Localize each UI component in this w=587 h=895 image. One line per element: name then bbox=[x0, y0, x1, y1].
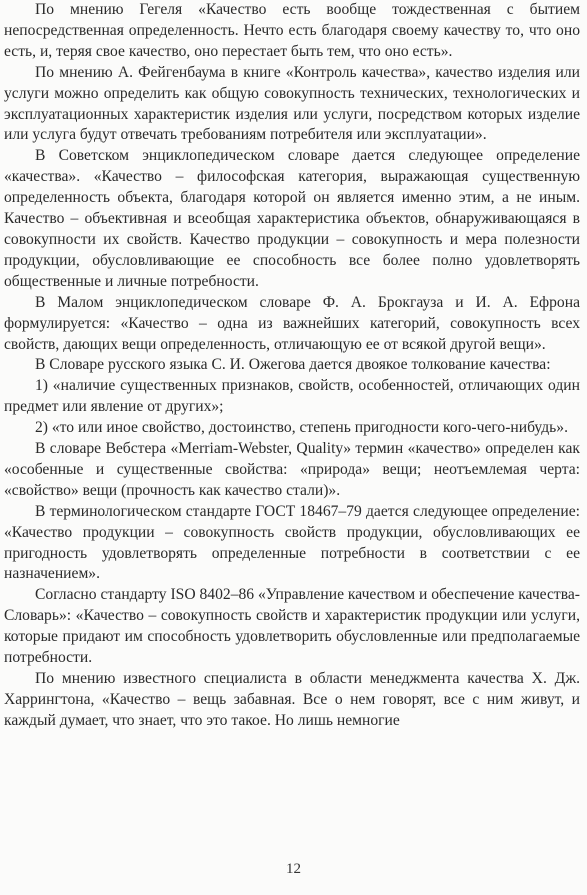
paragraph-ozhegov-item-1: 1) «наличие существенных признаков, свойств, особенностей, отличающих один предмет или явление от других»; bbox=[4, 377, 580, 416]
paragraph-ozhegov-item-2: 2) «то или иное свойство, достоинство, степень пригодности кого-чего-нибудь». bbox=[35, 419, 568, 437]
page-number: 12 bbox=[286, 861, 301, 877]
paragraph-soviet-encyclopedia: В Советском энциклопедическом словаре дается следующее определение «качества». «Качество – философская категория, выражающая существенную определенность объекта, благодаря которой он является именно этим, а не иным. Качество – объективная и всеобщая характеристика объектов, обнаруживающаяся в совокупности их свойств. Качество продукции – совокупность и мера полезности продукции, обусловливающие ее способность все более полно удовлетворять общественные и личные потребности. bbox=[4, 147, 580, 290]
paragraph-gost-definition: В терминологическом стандарте ГОСТ 18467–79 дается следующее определение: «Качество продукции – совокупность свойств продукции, обусловливающих ее пригодность удовлетворять определенные потребности в соответствии с ее назначением». bbox=[4, 502, 580, 583]
body-text bbox=[4, 0, 580, 732]
paragraph-ozhegov-intro: В Словаре русского языка С. И. Ожегова дается двоякое толкование качества: bbox=[35, 356, 551, 374]
paragraph-hegel-quote: По мнению Гегеля «Качество есть вообще тождественная с бытием непосредственная определенность. Нечто есть благодаря своему качеству то, что оно есть, и, теряя свое качество, оно перестает быть тем, что оно есть». bbox=[4, 1, 580, 60]
paragraph-webster-definition: В словаре Вебстера «Merriam-Webster, Quality» термин «качество» определен как «особенные и существенные свойства: «природа» вещи; неотъемлемая черта: «свойство» вещи (прочность как качество стали)». bbox=[4, 440, 580, 499]
paragraph-brockhaus-efron: В Малом энциклопедическом словаре Ф. А. Брокгауза и И. А. Ефрона формулируется: «Качество – одна из важнейших категорий, совокупность всех свойств, дающих вещи определенность, отличающую ее от всякой другой вещи». bbox=[4, 293, 580, 353]
paragraph-feigenbaum-definition: По мнению А. Фейгенбаума в книге «Контроль качества», качество изделия или услуги можно определить как общую совокупность технических, технологических и эксплуатационных характеристик изделия или услуги, посредством которых изделие или услуга будут отвечать требованиям потребителя или эксплуатации». bbox=[4, 63, 580, 144]
paragraph-iso-definition: Согласно стандарту ISO 8402–86 «Управление качеством и обеспечение качества-Словарь»: «Качество – совокупность свойств и характеристик продукции или услуги, которые придают им способность удовлетворить обусловленные или предполагаемые потребности. bbox=[4, 586, 580, 667]
paragraph-harrington-quote: По мнению известного специалиста в области менеджмента качества Х. Дж. Харрингтона, «Качество – вещь забавная. Все о нем говорят, все с ним живут, и каждый думает, что знает, что это такое. Но лишь немногие bbox=[4, 670, 580, 729]
